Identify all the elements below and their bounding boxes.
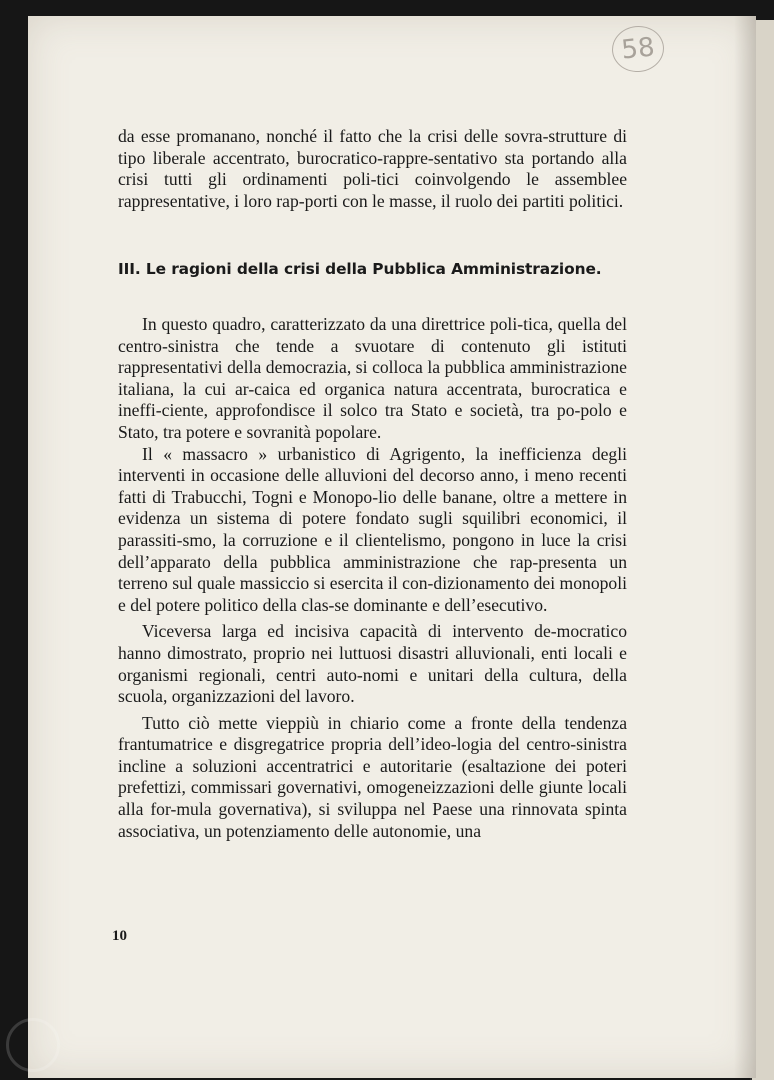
body-paragraph-1: In questo quadro, caratterizzato da una direttrice poli-tica, quella del centro-sinistra che tende a svuotare di contenuto gli istituti rappresentativi della democrazia, si colloca la pubblica amministrazione italiana, la cui ar-caica ed organica natura accentrata, burocratica e ineffi-ciente, approfondisce il solco tra Stato e società, tra po-polo e Stato, tra potere e sovranità popolare. bbox=[118, 314, 627, 442]
page-gutter-shadow bbox=[734, 16, 756, 1078]
section-body bbox=[118, 314, 627, 842]
intro-paragraph: da esse promanano, nonché il fatto che la crisi delle sovra-strutture di tipo liberale accentrato, burocratico-rappre-sentativo sta portando alla crisi tutti gli ordinamenti poli-tici coinvolgendo le assemblee rappresentative, i loro rap-porti con le masse, il ruolo dei partiti politici. bbox=[118, 126, 627, 211]
intro-text bbox=[118, 126, 627, 212]
body-paragraph-4: Tutto ciò mette vieppiù in chiario come a fronte della tendenza frantumatrice e disgregatrice propria dell’ideo-logia del centro-sinistra incline a soluzioni accentratrici e autoritarie (esaltazione dei poteri prefettizi, commissari governativi, omogeneizzazioni delle giunte locali alla for-mula governativa), si sviluppa nel Paese una rinnovata spinta associativa, un potenziamento delle autonomie, una bbox=[118, 712, 627, 841]
section-heading: III. Le ragioni della crisi della Pubblica Amministrazione. bbox=[118, 260, 602, 278]
page-number: 10 bbox=[112, 928, 127, 944]
body-paragraph-2: Il « massacro » urbanistico di Agrigento, la inefficienza degli interventi in occasione delle alluvioni del decorso anno, i meno recenti fatti di Trabucchi, Togni e Monopo-lio delle banane, oltre a mettere in evidenza un sistema di potere fondato sugli squilibri economici, il parassiti-smo, la corruzione e il clientelismo, pongono in luce la crisi dell’apparato della pubblica amministrazione che rap-presenta un terreno sul quale massiccio si esercita il con-dizionamento dei monopoli e del potere politico della clas-se dominante e dell’esecutivo. bbox=[118, 443, 627, 615]
body-paragraph-3: Viceversa larga ed incisiva capacità di intervento de-mocratico hanno dimostrato, proprio nei luttuosi disastri alluvionali, enti locali e organismi regionali, centri auto-nomi e unitari della cultura, della scuola, organizzazioni del lavoro. bbox=[118, 621, 627, 707]
watermark-stamp-icon bbox=[6, 1018, 60, 1072]
handwritten-page-number: 58 bbox=[610, 23, 667, 74]
